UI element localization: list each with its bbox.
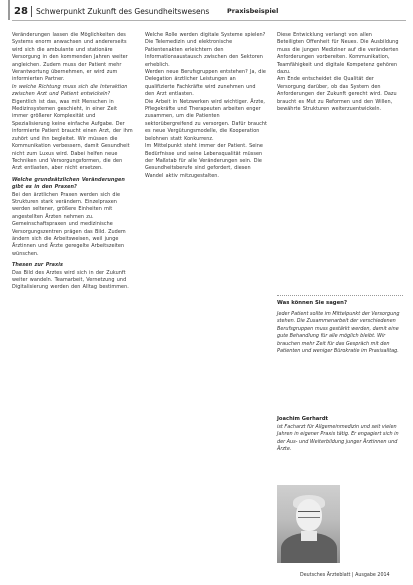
photo-collar-shape: [301, 531, 317, 541]
paragraph: Diese Entwicklung verlangt von allen Beteiligten Offenheit für Neues. Die Ausbildung muss die jungen Mediziner auf die veränderten Anforderungen vorbereiten. Kommunikation, Teamfähigkeit und digitale Kompetenz gehören dazu.: [277, 32, 399, 76]
header-rule: [12, 20, 406, 21]
author-box: [277, 295, 403, 563]
paragraph: Welche Rolle werden digitale Systeme spielen? Die Telemedizin und elektronische Patientenakten erleichtern den Informationsaustausch zwischen den Sektoren erheblich.: [145, 32, 266, 68]
column-right: [277, 32, 401, 113]
header-section-label: Praxisbeispiel: [227, 7, 279, 15]
paragraph: Veränderungen lassen die Möglichkeiten des Systems enorm anwachsen und andererseits wird sich die ambulante und stationäre Versorgung in den kommenden Jahren weiter angleichen. Zudem muss der Patient mehr Verantwortung übernehmen, er wird zum informierten Partner.: [12, 32, 128, 83]
paragraph: Am Ende entscheidet die Qualität der Versorgung darüber, ob das System den Anforderungen der Zukunft gerecht wird. Dazu braucht es Mut zu Reformen und den Willen, bewährte Strukturen weiterzuentwickeln.: [277, 76, 397, 113]
paragraph: Bei den ärztlichen Praxen werden sich die Strukturen stark verändern. Einzelpraxen werden seltener, größere Einheiten mit angestellten Ärzten nehmen zu. Gemeinschaftspraxen und medizinische Versorgungszentren prägen das Bild. Zudem ändern sich die Arbeitsweisen, weil junge Ärztinnen und Ärzte geregelte Arbeitszeiten wünschen.: [12, 191, 126, 257]
column-left: [12, 32, 133, 292]
paragraph: Eigentlich ist das, was mit Menschen in Medizinsystemen geschieht, in einer Zeit immer größerer Komplexität und Spezialisierung keine einfache Aufgabe. Der informierte Patient braucht einen Arzt, der ihm zuhört und ihn begleitet. Wir müssen die Kommunikation verbessern, damit Gesundheit nicht zum Luxus wird. Dabei helfen neue Techniken und Versorgungsformen, die den Arzt entlasten, aber nicht ersetzen.: [12, 98, 133, 172]
header-separator: [31, 6, 32, 17]
author-bio: ist Facharzt für Allgemeinmedizin und seit vielen Jahren in eigener Praxis tätig. Er engagiert sich in der Aus- und Weiterbildung junger Ärztinnen und Ärzte.: [277, 424, 399, 453]
paragraph: Im Mittelpunkt steht immer der Patient. Seine Bedürfnisse und seine Lebensqualität müssen der Maßstab für alle Veränderungen sein. Die Gesundheitsberufe sind gefordert, diesen Wandel aktiv mitzugestalten.: [145, 143, 263, 179]
question-lead: In welche Richtung muss sich die Interaktion zwischen Arzt und Patient entwickeln?: [12, 83, 128, 98]
box-intro: Jeder Patient sollte im Mittelpunkt der Versorgung stehen. Die Zusammenarbeit der verschiedenen Berufsgruppen muss gestärkt werden, damit eine gute Behandlung für alle möglich bleibt. Wir brauchen mehr Zeit für das Gespräch mit den Patienten und weniger Bürokratie im Praxisalltag.: [277, 311, 400, 355]
header-title: Schwerpunkt Zukunft des Gesundheitswesens: [36, 7, 210, 16]
subheading: Welche grundsätzlichen Veränderungen gibt es in den Praxen?: [12, 176, 125, 191]
paragraph: Das Bild des Arztes wird sich in der Zukunft weiter wandeln. Teamarbeit, Vernetzung und Digitalisierung werden den Alltag bestimmen.: [12, 269, 129, 291]
paragraph: Werden neue Berufsgruppen entstehen? Ja, die Delegation ärztlicher Leistungen an qualifizierte Fachkräfte wird zunehmen und den Arzt entlasten.: [145, 69, 266, 98]
column-middle: [145, 32, 267, 180]
author-photo: [277, 485, 340, 563]
author-name: Joachim Gerhardt: [277, 416, 329, 422]
page-number: 28: [14, 6, 28, 17]
page-footer: Deutsches Ärzteblatt | Ausgabe 2014: [300, 573, 390, 578]
header-accent-bar: [8, 0, 10, 20]
page-header: [0, 0, 413, 20]
subheading: Thesen zur Praxis: [12, 262, 63, 269]
photo-glasses-shape: [298, 511, 320, 518]
box-title: Was können Sie sagen?: [277, 300, 348, 306]
paragraph: Die Arbeit in Netzwerken wird wichtiger. Ärzte, Pflegekräfte und Therapeuten arbeiten enger zusammen, um die Patienten sektorübergreifend zu versorgen. Dafür braucht es neue Vergütungsmodelle, die Kooperation belohnen statt Konkurrenz.: [145, 98, 267, 142]
